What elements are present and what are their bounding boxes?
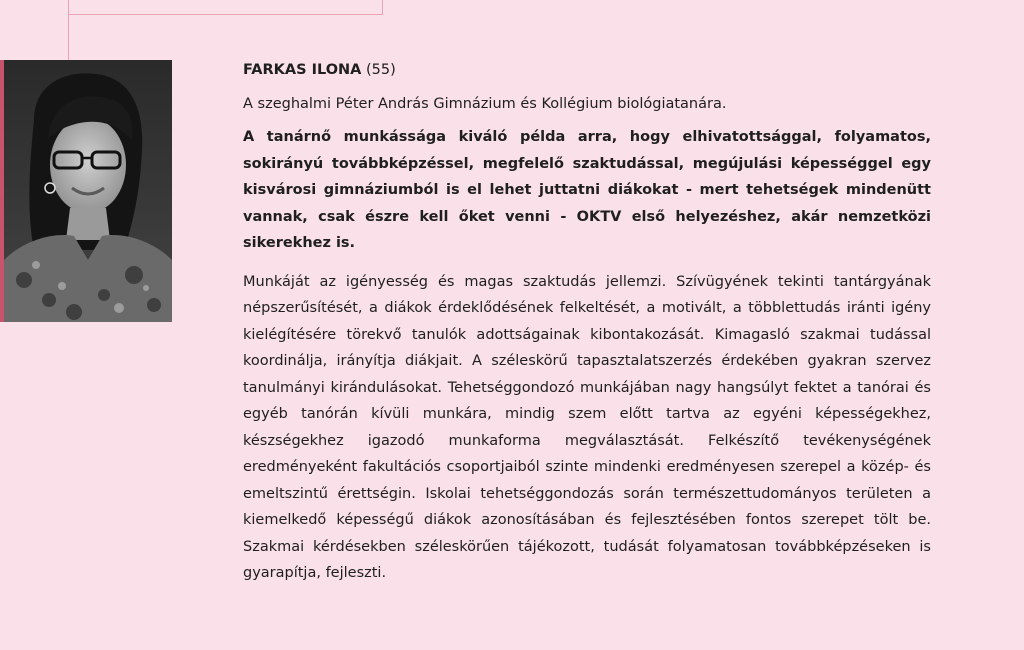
name-line — [243, 58, 931, 82]
body-paragraph: Munkáját az igényesség és magas szaktudás jellemzi. Szívügyének tekinti tantárgyának népszerűsítését, a diákok érdeklődésének felkeltését, a motivált, a többlettudás iránti igény kielégítésére törekvő tanulók adottságainak kibontakozását. Kimagasló szakmai tudással koordinálja, irányítja diákjait. A széleskörű tapasztalatszerzés érdekében gyakran szervez tanulmányi kirándulásokat. Tehetséggondozó munkájában nagy hangsúlyt fektet a tanórai és egyéb tanórán kívüli munkára, mindig szem előtt tartva az egyéni képességekhez, készségekhez igazodó munkaforma megválasztását. Felkészítő tevékenységének eredményeként fakultációs csoportjaiból szinte mindenki eredményesen szerepel a közép- és emeltszintű érettségin. Iskolai tehetséggondozás során természettudományos területen a kiemelkedő képességű diákok azonosításában és fejlesztésében fontos szerepet tölt be. Szakmai kérdésekben széleskörűen tájékozott, tudását folyamatosan továbbképzéseken is gyarapítja, fejleszti. — [243, 273, 931, 581]
profile-content — [243, 58, 931, 587]
person-role: A szeghalmi Péter András Gimnázium és Kollégium biológiatanára. — [243, 96, 727, 112]
person-name: FARKAS ILONA — [243, 62, 362, 78]
person-age: (55) — [366, 62, 396, 78]
decorative-line — [382, 0, 383, 15]
decorative-line — [68, 0, 69, 60]
decorative-line — [68, 14, 382, 15]
highlight-paragraph: A tanárnő munkássága kiváló példa arra, hogy elhivatottsággal, folyamatos, sokirányú továbbképzéssel, megfelelő szaktudással, megújulási képességgel egy kisvárosi gimnáziumból is el lehet juttatni diákokat - mert tehetségek mindenütt vannak, csak észre kell őket venni - OKTV első helyezéshez, akár nemzetközi sikerekhez is. — [243, 129, 931, 251]
portrait-photo — [4, 60, 172, 322]
